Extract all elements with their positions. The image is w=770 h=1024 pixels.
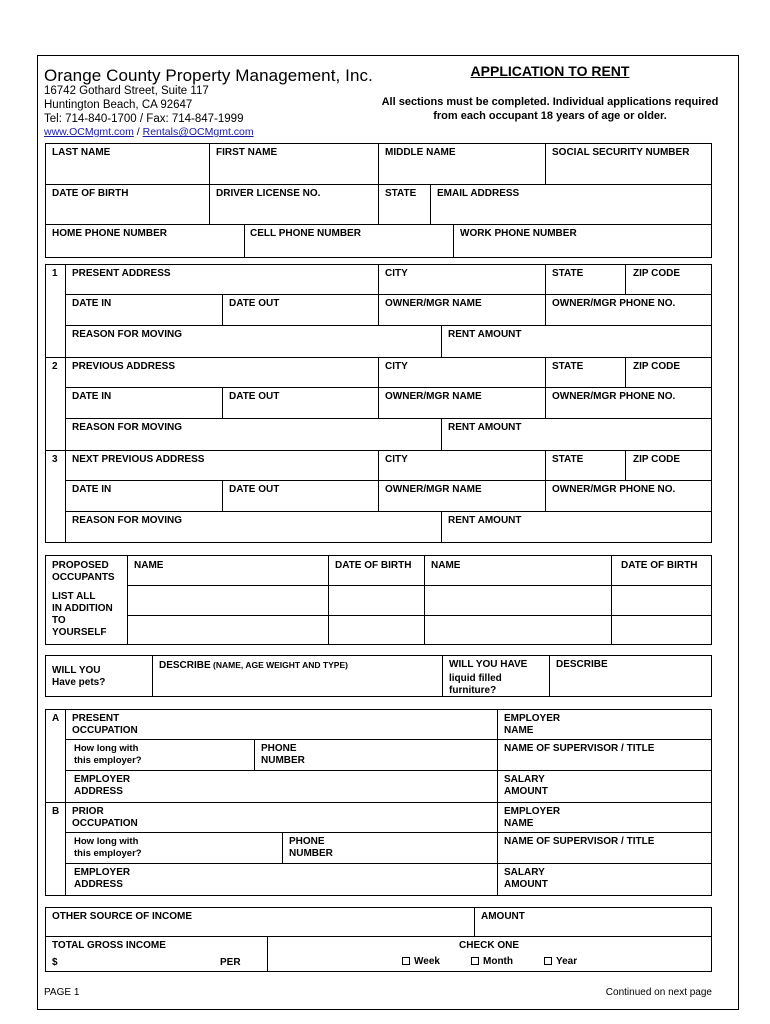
occupant-name-input[interactable] — [425, 616, 611, 645]
employer-address-field[interactable]: EMPLOYER ADDRESS — [74, 867, 131, 890]
date-out-field[interactable]: DATE OUT — [229, 298, 280, 309]
date-out-field[interactable]: DATE OUT — [229, 391, 280, 402]
company-links — [44, 126, 254, 138]
week-checkbox[interactable] — [402, 957, 410, 965]
driver-license-field[interactable]: DRIVER LICENSE NO. — [216, 188, 321, 199]
occupant-name-input[interactable] — [425, 586, 611, 615]
dl-state-field[interactable]: STATE — [385, 188, 417, 199]
owner-phone-field[interactable]: OWNER/MGR PHONE NO. — [552, 298, 676, 309]
middle-name-field[interactable]: MIDDLE NAME — [385, 147, 456, 158]
salary-amount-field[interactable]: SALARY AMOUNT — [504, 867, 548, 890]
per-label: PER — [220, 957, 241, 968]
occupant-name-column-2: NAME — [431, 560, 461, 571]
how-long-field[interactable]: How long with this employer? — [74, 743, 142, 766]
reason-for-moving-field[interactable]: REASON FOR MOVING — [72, 422, 183, 433]
rent-amount-field[interactable]: RENT AMOUNT — [448, 422, 522, 433]
prior-occupation-field[interactable]: PRIOR OCCUPATION — [72, 806, 138, 829]
proposed-occupants-label: PROPOSED OCCUPANTS — [52, 560, 115, 583]
date-in-field[interactable]: DATE IN — [72, 484, 112, 495]
liquid-furniture-question[interactable]: WILL YOU HAVE liquid filled furniture? — [449, 659, 528, 696]
pets-section — [45, 655, 712, 697]
year-checkbox[interactable] — [544, 957, 552, 965]
page-number: PAGE 1 — [44, 987, 80, 998]
zip-code-field[interactable]: ZIP CODE — [633, 268, 681, 279]
salary-amount-field[interactable]: SALARY AMOUNT — [504, 774, 548, 797]
page-title: APPLICATION TO RENT — [470, 63, 630, 79]
cell-phone-field[interactable]: CELL PHONE NUMBER — [250, 228, 361, 239]
continued-note: Continued on next page — [605, 987, 712, 998]
have-pets-question[interactable]: WILL YOU Have pets? — [52, 665, 106, 688]
other-income-field[interactable]: OTHER SOURCE OF INCOME — [52, 911, 193, 922]
reason-for-moving-field[interactable]: REASON FOR MOVING — [72, 329, 183, 340]
employer-phone-field[interactable]: PHONE NUMBER — [289, 836, 333, 859]
employer-phone-field[interactable]: PHONE NUMBER — [261, 743, 305, 766]
describe-pets-field[interactable]: DESCRIBE (NAME, AGE WEIGHT AND TYPE) — [159, 660, 348, 671]
employer-name-field[interactable]: EMPLOYER NAME — [504, 806, 561, 829]
date-out-field[interactable]: DATE OUT — [229, 484, 280, 495]
year-option[interactable]: Year — [544, 956, 577, 967]
company-address-line1: 16742 Gothard Street, Suite 117 — [44, 85, 209, 97]
reason-for-moving-field[interactable]: REASON FOR MOVING — [72, 515, 183, 526]
total-income-input[interactable] — [60, 952, 210, 970]
instructions-note: All sections must be completed. Individual applications required from each occupant 18 years of age or older. — [381, 96, 719, 122]
dob-field[interactable]: DATE OF BIRTH — [52, 188, 129, 199]
date-in-field[interactable]: DATE IN — [72, 391, 112, 402]
link-separator: / — [133, 126, 143, 138]
home-phone-field[interactable]: HOME PHONE NUMBER — [52, 228, 168, 239]
previous-address-field[interactable]: PREVIOUS ADDRESS — [72, 361, 175, 372]
email-field[interactable]: EMAIL ADDRESS — [437, 188, 520, 199]
ssn-field[interactable]: SOCIAL SECURITY NUMBER — [552, 147, 690, 158]
dollar-sign: $ — [52, 957, 58, 968]
residence-number: 3 — [52, 454, 58, 465]
date-in-field[interactable]: DATE IN — [72, 298, 112, 309]
occupant-name-column: NAME — [134, 560, 164, 571]
occupant-dob-column: DATE OF BIRTH — [335, 560, 412, 571]
rent-amount-field[interactable]: RENT AMOUNT — [448, 515, 522, 526]
owner-name-field[interactable]: OWNER/MGR NAME — [385, 484, 482, 495]
residence-number: 1 — [52, 268, 58, 279]
residence-number: 2 — [52, 361, 58, 372]
supervisor-field[interactable]: NAME OF SUPERVISOR / TITLE — [504, 836, 655, 847]
month-checkbox[interactable] — [471, 957, 479, 965]
company-name: Orange County Property Management, Inc. — [44, 66, 373, 85]
zip-code-field[interactable]: ZIP CODE — [633, 454, 681, 465]
state-field[interactable]: STATE — [552, 268, 584, 279]
employment-letter: B — [52, 806, 60, 817]
work-phone-field[interactable]: WORK PHONE NUMBER — [460, 228, 577, 239]
website-link[interactable]: www.OCMgmt.com — [44, 126, 134, 138]
occupant-dob-column-2: DATE OF BIRTH — [621, 560, 698, 571]
present-address-field[interactable]: PRESENT ADDRESS — [72, 268, 171, 279]
next-previous-address-field[interactable]: NEXT PREVIOUS ADDRESS — [72, 454, 205, 465]
employer-address-field[interactable]: EMPLOYER ADDRESS — [74, 774, 131, 797]
email-link[interactable]: Rentals@OCMgmt.com — [142, 126, 254, 138]
occupant-name-input[interactable] — [128, 586, 328, 615]
city-field[interactable]: CITY — [385, 268, 408, 279]
city-field[interactable]: CITY — [385, 361, 408, 372]
employer-name-field[interactable]: EMPLOYER NAME — [504, 713, 561, 736]
employment-letter: A — [52, 713, 60, 724]
owner-phone-field[interactable]: OWNER/MGR PHONE NO. — [552, 484, 676, 495]
city-field[interactable]: CITY — [385, 454, 408, 465]
month-option[interactable]: Month — [471, 956, 513, 967]
owner-phone-field[interactable]: OWNER/MGR PHONE NO. — [552, 391, 676, 402]
occupant-name-input[interactable] — [128, 616, 328, 645]
last-name-field[interactable]: LAST NAME — [52, 147, 111, 158]
how-long-field[interactable]: How long with this employer? — [74, 836, 142, 859]
present-occupation-field[interactable]: PRESENT OCCUPATION — [72, 713, 138, 736]
describe-furniture-field[interactable]: DESCRIBE — [556, 659, 608, 670]
state-field[interactable]: STATE — [552, 454, 584, 465]
check-one-label: CHECK ONE — [459, 940, 520, 951]
supervisor-field[interactable]: NAME OF SUPERVISOR / TITLE — [504, 743, 655, 754]
rent-amount-field[interactable]: RENT AMOUNT — [448, 329, 522, 340]
company-address-line2: Huntington Beach, CA 92647 — [44, 99, 193, 111]
company-phone-fax: Tel: 714-840-1700 / Fax: 714-847-1999 — [44, 113, 244, 125]
state-field[interactable]: STATE — [552, 361, 584, 372]
list-all-note: LIST ALL IN ADDITION TO YOURSELF — [52, 591, 113, 638]
owner-name-field[interactable]: OWNER/MGR NAME — [385, 391, 482, 402]
week-option[interactable]: Week — [402, 956, 440, 967]
zip-code-field[interactable]: ZIP CODE — [633, 361, 681, 372]
total-gross-income-label: TOTAL GROSS INCOME — [52, 940, 166, 951]
first-name-field[interactable]: FIRST NAME — [216, 147, 278, 158]
income-amount-field[interactable]: AMOUNT — [481, 911, 525, 922]
owner-name-field[interactable]: OWNER/MGR NAME — [385, 298, 482, 309]
